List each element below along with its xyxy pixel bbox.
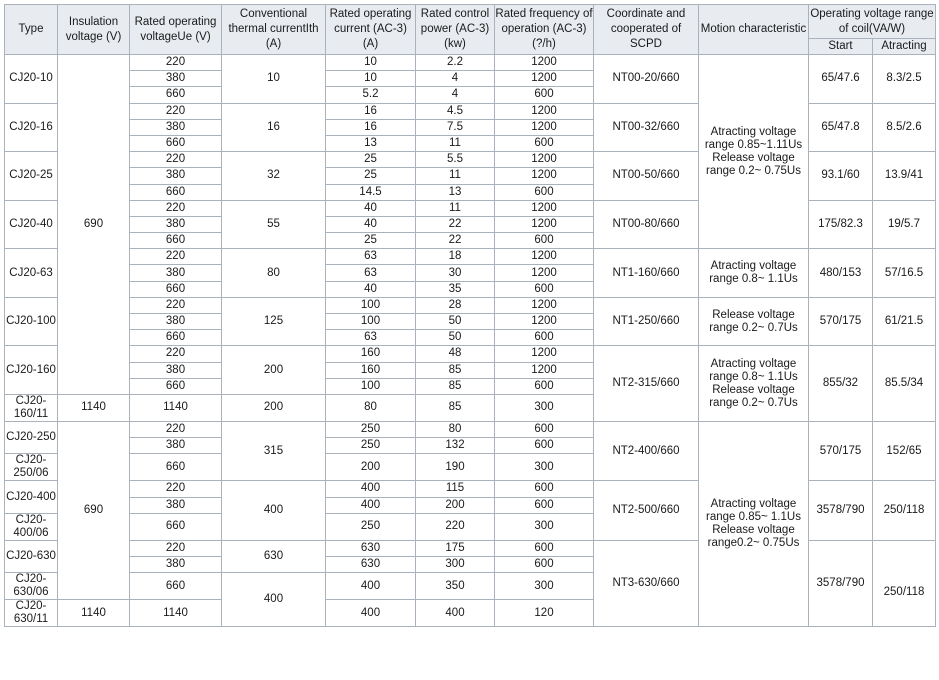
current-cell: 5.2 <box>326 87 416 103</box>
rated-voltage-cell: 380 <box>130 265 222 281</box>
power-cell: 48 <box>416 346 495 362</box>
rated-voltage-cell: 660 <box>130 87 222 103</box>
insulation-cell: 1140 <box>58 394 130 421</box>
power-cell: 80 <box>416 421 495 437</box>
header-type: Type <box>5 5 58 55</box>
current-cell: 63 <box>326 265 416 281</box>
frequency-cell: 1200 <box>495 200 594 216</box>
insulation-cell: 1140 <box>58 600 130 627</box>
motion-cell <box>699 55 809 249</box>
attracting-cell: 250/118 <box>873 481 936 540</box>
frequency-cell: 300 <box>495 513 594 540</box>
start-cell: 3578/790 <box>809 540 873 626</box>
power-cell: 175 <box>416 540 495 556</box>
motion-line: Atracting voltage range 0.85~ 1.1Us <box>706 498 801 523</box>
current-cell: 16 <box>326 103 416 119</box>
power-cell: 13 <box>416 184 495 200</box>
start-cell: 570/175 <box>809 421 873 480</box>
current-cell: 630 <box>326 540 416 556</box>
rated-voltage-cell: 220 <box>130 481 222 497</box>
type-cell: CJ20-25 <box>5 152 58 201</box>
current-cell: 25 <box>326 152 416 168</box>
type-cell: CJ20-100 <box>5 297 58 346</box>
power-cell: 7.5 <box>416 119 495 135</box>
power-cell: 18 <box>416 249 495 265</box>
type-cell: CJ20-10 <box>5 55 58 104</box>
motion-line: Release voltage range0.2~ 0.75Us <box>707 524 800 549</box>
frequency-cell: 1200 <box>495 168 594 184</box>
start-cell: 65/47.6 <box>809 55 873 104</box>
table-row <box>5 249 936 265</box>
power-cell: 115 <box>416 481 495 497</box>
specification-table <box>4 4 936 627</box>
rated-voltage-cell: 220 <box>130 200 222 216</box>
current-cell: 25 <box>326 233 416 249</box>
rated-voltage-cell: 220 <box>130 540 222 556</box>
type-cell: CJ20-630/06 <box>5 573 58 600</box>
scpd-cell: NT00-20/660 <box>594 55 699 104</box>
motion-line: Release voltage range 0.2~ 0.7Us <box>709 308 798 334</box>
frequency-cell: 600 <box>495 135 594 151</box>
current-cell: 160 <box>326 346 416 362</box>
scpd-cell: NT2-400/660 <box>594 421 699 480</box>
rated-voltage-cell: 660 <box>130 378 222 394</box>
attracting-cell: 61/21.5 <box>873 297 936 346</box>
power-cell: 220 <box>416 513 495 540</box>
motion-line: Atracting voltage range 0.85~1.11Us <box>704 125 803 151</box>
rated-voltage-cell: 660 <box>130 135 222 151</box>
rated-voltage-cell: 380 <box>130 216 222 232</box>
current-cell: 160 <box>326 362 416 378</box>
power-cell: 85 <box>416 394 495 421</box>
type-cell: CJ20-160/11 <box>5 394 58 421</box>
rated-voltage-cell: 380 <box>130 362 222 378</box>
thermal-cell: 400 <box>222 573 326 627</box>
scpd-cell: NT2-315/660 <box>594 346 699 422</box>
frequency-cell: 600 <box>495 556 594 572</box>
start-cell: 175/82.3 <box>809 200 873 249</box>
motion-cell <box>699 249 809 298</box>
table-row <box>5 55 936 71</box>
current-cell: 80 <box>326 394 416 421</box>
power-cell: 50 <box>416 314 495 330</box>
current-cell: 16 <box>326 119 416 135</box>
current-cell: 10 <box>326 55 416 71</box>
current-cell: 250 <box>326 513 416 540</box>
frequency-cell: 600 <box>495 233 594 249</box>
frequency-cell: 1200 <box>495 103 594 119</box>
frequency-cell: 1200 <box>495 71 594 87</box>
power-cell: 22 <box>416 216 495 232</box>
type-cell: CJ20-16 <box>5 103 58 152</box>
rated-voltage-cell: 380 <box>130 71 222 87</box>
thermal-cell: 315 <box>222 421 326 480</box>
start-cell: 65/47.8 <box>809 103 873 152</box>
type-cell: CJ20-400/06 <box>5 513 58 540</box>
rated-voltage-cell: 660 <box>130 330 222 346</box>
thermal-cell: 55 <box>222 200 326 249</box>
current-cell: 40 <box>326 200 416 216</box>
power-cell: 11 <box>416 135 495 151</box>
start-cell: 855/32 <box>809 346 873 422</box>
insulation-cell: 690 <box>58 421 130 599</box>
current-cell: 13 <box>326 135 416 151</box>
power-cell: 132 <box>416 438 495 454</box>
type-cell: CJ20-630/11 <box>5 600 58 627</box>
power-cell: 200 <box>416 497 495 513</box>
power-cell: 2.2 <box>416 55 495 71</box>
thermal-cell: 16 <box>222 103 326 152</box>
frequency-cell: 1200 <box>495 362 594 378</box>
header-start: Start <box>809 39 873 55</box>
thermal-cell: 125 <box>222 297 326 346</box>
type-cell: CJ20-630 <box>5 540 58 572</box>
frequency-cell: 1200 <box>495 119 594 135</box>
frequency-cell: 600 <box>495 281 594 297</box>
frequency-cell: 1200 <box>495 297 594 313</box>
rated-voltage-cell: 220 <box>130 249 222 265</box>
current-cell: 40 <box>326 281 416 297</box>
rated-voltage-cell: 380 <box>130 556 222 572</box>
power-cell: 85 <box>416 362 495 378</box>
thermal-cell: 10 <box>222 55 326 104</box>
frequency-cell: 300 <box>495 394 594 421</box>
frequency-cell: 300 <box>495 573 594 600</box>
header-attracting: Atracting <box>873 39 936 55</box>
power-cell: 28 <box>416 297 495 313</box>
current-cell: 400 <box>326 600 416 627</box>
current-cell: 63 <box>326 330 416 346</box>
header-motion: Motion characteristic <box>699 5 809 55</box>
scpd-cell: NT00-50/660 <box>594 152 699 201</box>
type-cell: CJ20-250 <box>5 421 58 453</box>
scpd-cell: NT2-500/660 <box>594 481 699 540</box>
frequency-cell: 600 <box>495 481 594 497</box>
insulation-cell: 690 <box>58 55 130 395</box>
type-cell: CJ20-40 <box>5 200 58 249</box>
power-cell: 190 <box>416 454 495 481</box>
attracting-cell: 19/5.7 <box>873 200 936 249</box>
current-cell: 250 <box>326 421 416 437</box>
type-cell: CJ20-400 <box>5 481 58 513</box>
rated-voltage-cell: 660 <box>130 184 222 200</box>
rated-voltage-cell: 380 <box>130 497 222 513</box>
motion-cell <box>699 297 809 346</box>
header-rated-voltage: Rated operating voltageUe (V) <box>130 5 222 55</box>
header-operating-current: Rated operating current (AC-3) (A) <box>326 5 416 55</box>
frequency-cell: 120 <box>495 600 594 627</box>
current-cell: 100 <box>326 378 416 394</box>
frequency-cell: 600 <box>495 497 594 513</box>
power-cell: 50 <box>416 330 495 346</box>
table-row <box>5 346 936 362</box>
thermal-cell: 400 <box>222 481 326 540</box>
frequency-cell: 600 <box>495 421 594 437</box>
rated-voltage-cell: 660 <box>130 573 222 600</box>
current-cell: 100 <box>326 314 416 330</box>
thermal-cell: 32 <box>222 152 326 201</box>
power-cell: 85 <box>416 378 495 394</box>
frequency-cell: 600 <box>495 184 594 200</box>
scpd-cell: NT1-160/660 <box>594 249 699 298</box>
frequency-cell: 600 <box>495 438 594 454</box>
header-frequency: Rated frequency of operation (AC-3)(?/h) <box>495 5 594 55</box>
frequency-cell: 600 <box>495 330 594 346</box>
frequency-cell: 600 <box>495 540 594 556</box>
thermal-cell: 200 <box>222 394 326 421</box>
header-insulation-voltage: Insulation voltage (V) <box>58 5 130 55</box>
attracting-cell: 152/65 <box>873 421 936 480</box>
frequency-cell: 1200 <box>495 216 594 232</box>
power-cell: 350 <box>416 573 495 600</box>
rated-voltage-cell: 220 <box>130 421 222 437</box>
rated-voltage-cell: 220 <box>130 55 222 71</box>
type-cell: CJ20-250/06 <box>5 454 58 481</box>
frequency-cell: 1200 <box>495 152 594 168</box>
header-thermal-current: Conventional thermal currentIth (A) <box>222 5 326 55</box>
header-coil-range: Operating voltage range of coil(VA/W) <box>809 5 936 39</box>
power-cell: 4 <box>416 87 495 103</box>
current-cell: 63 <box>326 249 416 265</box>
frequency-cell: 1200 <box>495 249 594 265</box>
header-control-power: Rated control power (AC-3) (kw) <box>416 5 495 55</box>
scpd-cell: NT3-630/660 <box>594 540 699 626</box>
motion-line: Release voltage range 0.2~ 0.75Us <box>706 151 801 177</box>
scpd-cell: NT00-80/660 <box>594 200 699 249</box>
power-cell: 22 <box>416 233 495 249</box>
frequency-cell: 600 <box>495 378 594 394</box>
current-cell: 200 <box>326 454 416 481</box>
table-row <box>5 421 936 437</box>
current-cell: 100 <box>326 297 416 313</box>
frequency-cell: 300 <box>495 454 594 481</box>
motion-line: Atracting voltage range 0.8~ 1.1Us <box>709 260 798 286</box>
table-row <box>5 297 936 313</box>
current-cell: 630 <box>326 556 416 572</box>
frequency-cell: 1200 <box>495 265 594 281</box>
type-cell: CJ20-63 <box>5 249 58 298</box>
power-cell: 4 <box>416 71 495 87</box>
thermal-cell: 200 <box>222 346 326 395</box>
attracting-cell: 13.9/41 <box>873 152 936 201</box>
current-cell: 250 <box>326 438 416 454</box>
current-cell: 14.5 <box>326 184 416 200</box>
current-cell: 400 <box>326 481 416 497</box>
rated-voltage-cell: 380 <box>130 438 222 454</box>
rated-voltage-cell: 220 <box>130 297 222 313</box>
power-cell: 11 <box>416 168 495 184</box>
motion-cell <box>699 346 809 422</box>
start-cell: 3578/790 <box>809 481 873 540</box>
motion-line: Release voltage range 0.2~ 0.7Us <box>709 383 798 409</box>
attracting-cell: 250/118 <box>873 540 936 626</box>
motion-line: Atracting voltage range 0.8~ 1.1Us <box>709 357 798 383</box>
rated-voltage-cell: 380 <box>130 314 222 330</box>
frequency-cell: 1200 <box>495 314 594 330</box>
attracting-cell: 8.3/2.5 <box>873 55 936 104</box>
rated-voltage-cell: 660 <box>130 454 222 481</box>
rated-voltage-cell: 1140 <box>130 600 222 627</box>
frequency-cell: 600 <box>495 87 594 103</box>
power-cell: 11 <box>416 200 495 216</box>
current-cell: 10 <box>326 71 416 87</box>
power-cell: 300 <box>416 556 495 572</box>
rated-voltage-cell: 220 <box>130 152 222 168</box>
current-cell: 400 <box>326 497 416 513</box>
rated-voltage-cell: 660 <box>130 233 222 249</box>
scpd-cell: NT00-32/660 <box>594 103 699 152</box>
current-cell: 25 <box>326 168 416 184</box>
power-cell: 30 <box>416 265 495 281</box>
thermal-cell: 630 <box>222 540 326 572</box>
rated-voltage-cell: 380 <box>130 119 222 135</box>
rated-voltage-cell: 660 <box>130 281 222 297</box>
rated-voltage-cell: 1140 <box>130 394 222 421</box>
start-cell: 570/175 <box>809 297 873 346</box>
type-cell: CJ20-160 <box>5 346 58 395</box>
header-scpd: Coordinate and cooperated of SCPD <box>594 5 699 55</box>
power-cell: 400 <box>416 600 495 627</box>
attracting-cell: 8.5/2.6 <box>873 103 936 152</box>
frequency-cell: 1200 <box>495 55 594 71</box>
scpd-cell: NT1-250/660 <box>594 297 699 346</box>
attracting-cell: 57/16.5 <box>873 249 936 298</box>
rated-voltage-cell: 220 <box>130 103 222 119</box>
frequency-cell: 1200 <box>495 346 594 362</box>
attracting-cell: 85.5/34 <box>873 346 936 422</box>
rated-voltage-cell: 220 <box>130 346 222 362</box>
power-cell: 4.5 <box>416 103 495 119</box>
start-cell: 93.1/60 <box>809 152 873 201</box>
thermal-cell: 80 <box>222 249 326 298</box>
power-cell: 5.5 <box>416 152 495 168</box>
current-cell: 40 <box>326 216 416 232</box>
rated-voltage-cell: 660 <box>130 513 222 540</box>
current-cell: 400 <box>326 573 416 600</box>
power-cell: 35 <box>416 281 495 297</box>
start-cell: 480/153 <box>809 249 873 298</box>
motion-cell <box>699 421 809 626</box>
rated-voltage-cell: 380 <box>130 168 222 184</box>
